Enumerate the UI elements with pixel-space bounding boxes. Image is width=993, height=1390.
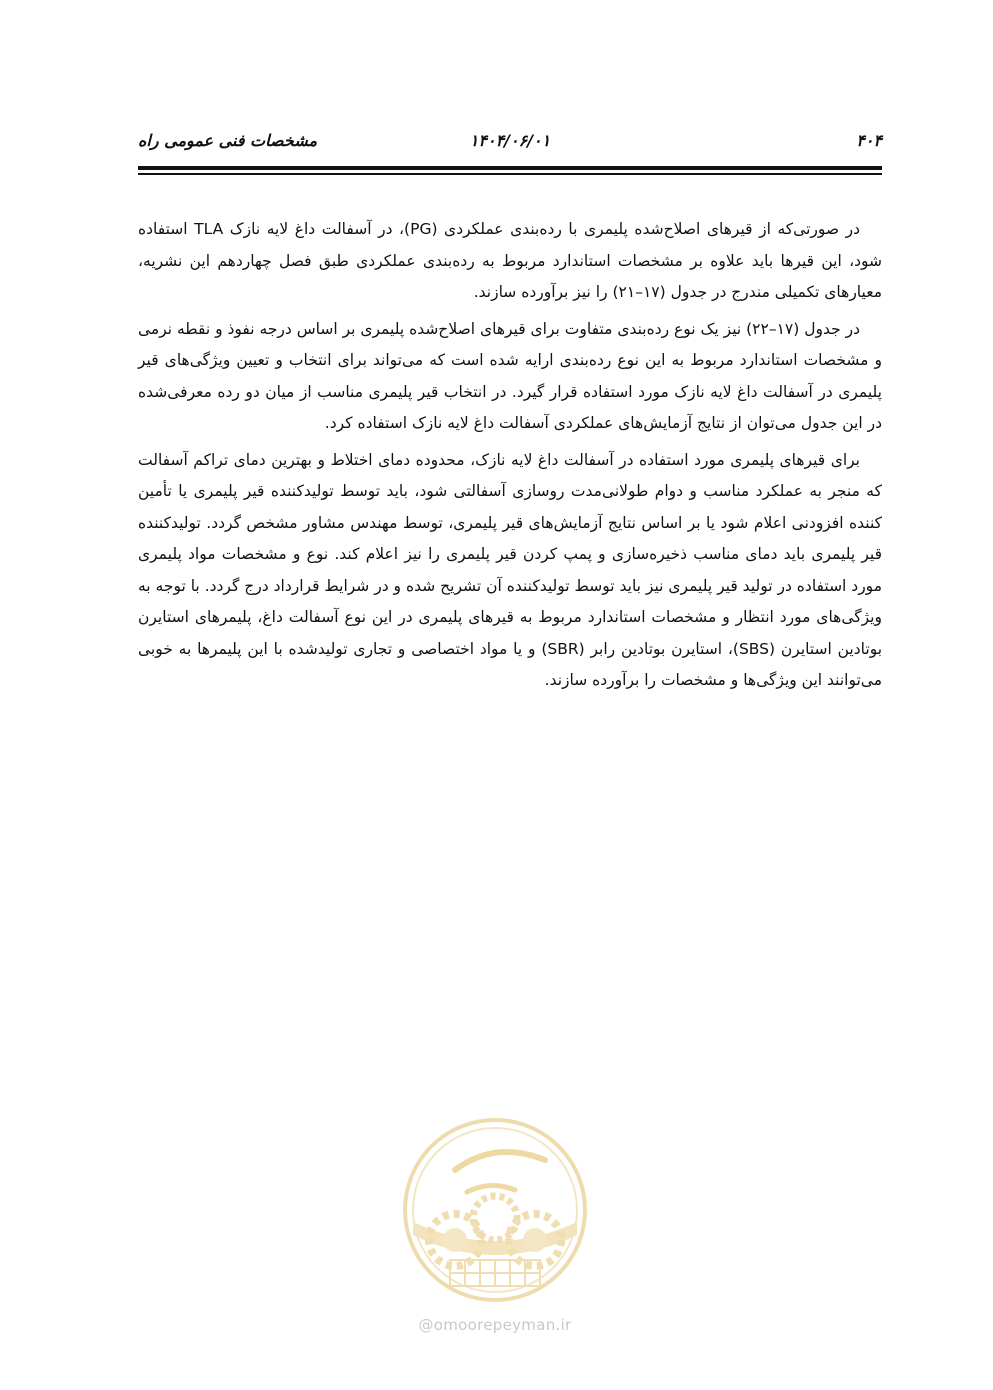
header-rule-thick (138, 166, 882, 170)
page-header (138, 124, 882, 164)
paragraph-3: برای قیرهای پلیمری مورد استفاده در آسفالت داغ لایه نازک، محدوده دمای اختلاط و بهترین دمای تراکم آسفالت که منجر به عملکرد مناسب و دوام طولانی‌مدت روسازی آسفالتی شود، باید توسط تولیدکننده قیر پلیمری یا تأمین کننده افزودنی اعلام شود یا بر اساس نتایج آزمایش‌های قیر پلیمری، توسط مهندس مشاور مشخص گردد. تولیدکننده قیر پلیمری باید دمای مناسب ذخیره‌سازی و پمپ کردن قیر پلیمری را نیز اعلام کند. نوع و مشخصات مواد پلیمری مورد استفاده در تولید قیر پلیمری نیز باید توسط تولیدکننده آن تشریح شده و در شرایط قرارداد درج گردد. با توجه به ویژگی‌های مورد انتظار و مشخصات استاندارد مربوط به قیرهای پلیمری در این نوع آسفالت داغ، پلیمرهای استایرن بوتادین استایرن (SBS)، استایرن بوتادین رابر (SBR) و یا مواد اختصاصی و تجاری تولیدشده با این پلیمرها به خوبی می‌توانند این ویژگی‌ها و مشخصات را برآورده سازند. (138, 450, 883, 689)
watermark-site: @omoorepeyman.ir (418, 1316, 572, 1334)
paragraph-1: در صورتی‌که از قیرهای اصلاح‌شده پلیمری با رده‌بندی عملکردی (PG)، در آسفالت داغ لایه نازک TLA استفاده شود، این قیرها باید علاوه بر مشخصات استاندارد مربوط به رده‌بندی عملکردی طبق فصل چهاردهم این نشریه، معیارهای تکمیلی مندرج در جدول (۱۷–۲۱) را نیز برآورده سازند. (138, 220, 882, 301)
body-text (138, 214, 882, 702)
watermark-logo (395, 1110, 595, 1350)
header-rule-thin (138, 173, 882, 175)
page-number: ۴۰۴ (856, 131, 882, 150)
paragraph-2: در جدول (۱۷–۲۲) نیز یک نوع رده‌بندی متفاوت برای قیرهای اصلاح‌شده پلیمری بر اساس درجه نفوذ و نقطه نرمی و مشخصات استاندارد مربوط به این نوع رده‌بندی ارایه شده است که می‌تواند برای انتخاب و تعیین ویژگی‌های قیر پلیمری در آسفالت داغ لایه نازک مورد استفاده قرار گیرد. در انتخاب قیر پلیمری مناسب از میان دو رده معرفی‌شده در این جدول می‌توان از نتایج آزمایش‌های عملکردی آسفالت داغ لایه نازک استفاده کرد. (137, 319, 882, 432)
header-date: ۱۴۰۴/۰۶/۰۱ (469, 131, 551, 150)
header-title: مشخصات فنی عمومی راه (138, 131, 318, 150)
watermark-seal-icon (395, 1110, 595, 1310)
